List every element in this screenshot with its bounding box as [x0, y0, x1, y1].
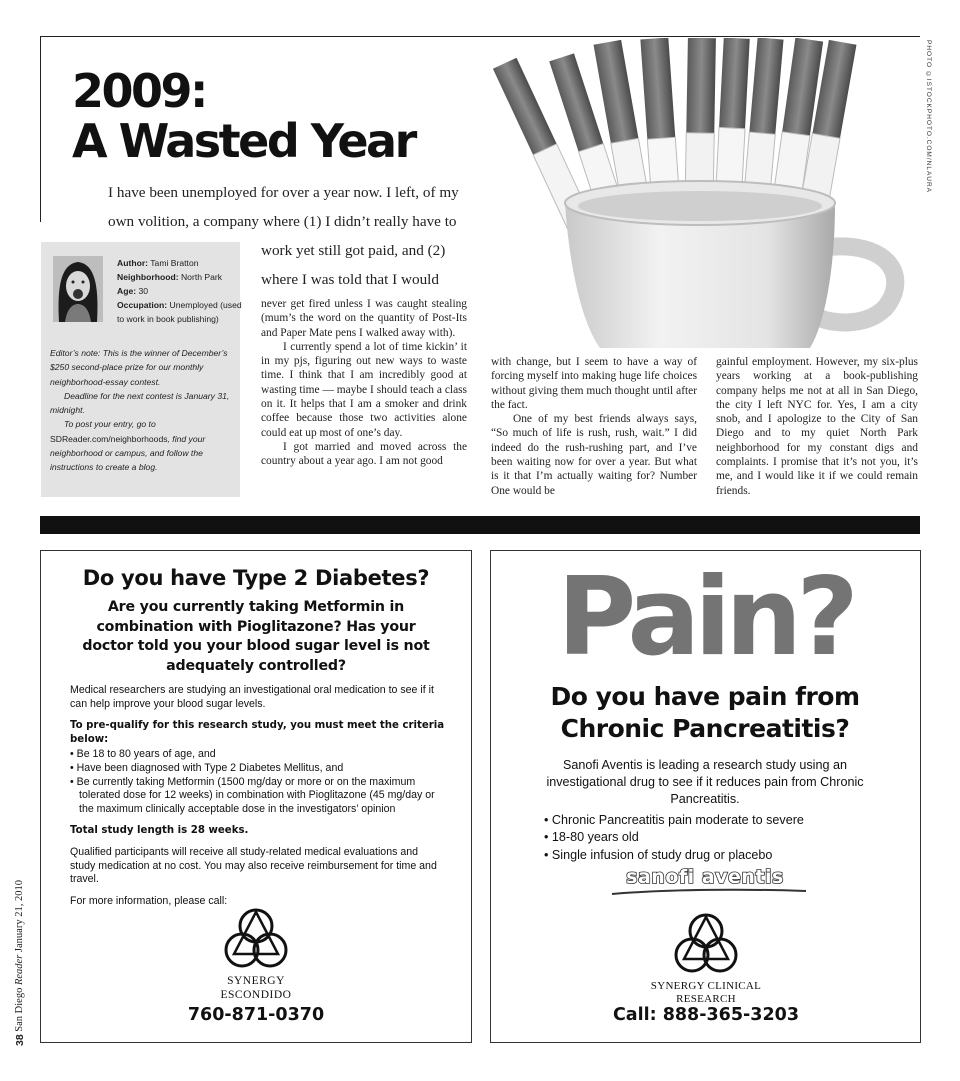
- study-length: Total study length is 28 weeks.: [70, 825, 249, 837]
- paragraph: I currently spend a lot of time kickin’ it in my pjs, figuring out new ways to waste time. I think that I am incredibly good at wasting time — maybe I should teach a class on it. It helps that I am a smoker and drink coffee because those two activities alone could eat up most of one’s day.: [261, 340, 467, 439]
- author-meta: [117, 256, 242, 326]
- page-footer: 38 San Diego Reader January 21, 2010: [14, 880, 26, 1046]
- title-line-2: A Wasted Year: [72, 114, 415, 168]
- article-column-3: [716, 355, 918, 498]
- lead-line-3: work yet still got paid, and (2): [261, 242, 446, 259]
- author-row: Author: Tami Bratton: [117, 258, 199, 268]
- list-item: • Chronic Pancreatitis pain moderate to severe: [544, 813, 804, 827]
- criteria-heading: To pre-qualify for this research study, you must meet the criteria below:: [70, 720, 445, 745]
- pancreatitis-body: Sanofi Aventis is leading a research study using an investigational drug to see if it reduces pain from Chronic Pancreatitis.: [546, 758, 864, 806]
- diabetes-headline: Do you have Type 2 Diabetes?: [82, 566, 430, 590]
- synergy-rings-logo: [672, 911, 740, 977]
- editor-note-text: Editor’s note: This is the winner of December’s $250 second-place prize for our monthly neighborhood-essay contest.: [50, 348, 228, 387]
- diabetes-subhead: Are you currently taking Metformin in combination with Pioglitazone? Has your doctor told you your blood sugar level is not adequately controlled?: [82, 599, 430, 674]
- occupation-row: Occupation: Unemployed (used to work in book publishing): [117, 300, 242, 324]
- pancreatitis-bullets: [544, 812, 874, 864]
- post-instructions: To post your entry, go to SDReader.com/neighborhoods, find your neighborhood or campus, and follow the instructions to create a blog.: [50, 419, 206, 473]
- list-item: • Single infusion of study drug or placebo: [544, 847, 773, 862]
- photo-credit: PHOTO ©ISTOCKPHOTO.COM/NLAURA: [925, 40, 932, 194]
- issue-date: January 21, 2010: [14, 880, 25, 955]
- synergy-clinical-label: SYNERGY CLINICAL RESEARCH: [650, 980, 762, 1005]
- paragraph: gainful employment. However, my six-plus years working at a book-publishing company helps me not at all in San Diego, the city I left NYC for. Yes, I am a city snob, and I apologize to the City of San Diego and to my quiet North Park neighborhood for my constant digs and complaints. I promise that it’s not you, it’s me, and I would like it if we could remain friends.: [716, 356, 918, 497]
- article-lead-continued: [261, 236, 476, 294]
- list-item: • 18-80 years old: [544, 830, 639, 845]
- more-info: For more information, please call:: [70, 894, 228, 907]
- paragraph: I got married and moved across the country about a year ago. I am not good: [261, 440, 467, 468]
- lead-line-1: I have been unemployed for over a year now. I left, of my: [108, 184, 459, 201]
- contest-deadline: Deadline for the next contest is January 31, midnight.: [50, 390, 230, 416]
- pancreatitis-headline: Do you have pain from Chronic Pancreatitis?: [550, 682, 860, 743]
- paragraph: never get fired unless I was caught stealing (mum’s the word on the quantity of Post-Its and Paper Mate pens I walked away with).: [261, 298, 467, 339]
- left-rule: [40, 36, 41, 222]
- qualified-participants: Qualified participants will receive all study-related medical evaluations and study medication at no cost. You may also receive reimbursement for time and travel.: [70, 845, 437, 886]
- list-item: • Be currently taking Metformin (1500 mg/day or more or on the maximum tolerated dose for 12 weeks) in combination with Pioglitazone (45 mg/day or the maximum clinically acceptable dose in the investigators’ opinion: [70, 775, 435, 815]
- sanofi-swoosh-icon: [610, 888, 808, 896]
- cigarettes-in-mug-photo: [490, 38, 910, 348]
- list-item: • Be 18 to 80 years of age, and: [70, 748, 216, 761]
- paragraph: with change, but I seem to have a way of forcing myself into making huge life choices without giving them much thought until after the fact.: [491, 356, 697, 411]
- diabetes-body: [70, 684, 446, 916]
- age-row: Age: 30: [117, 286, 149, 296]
- pancreatitis-phone[interactable]: Call: 888-365-3203: [612, 1005, 800, 1025]
- page-number: 38: [14, 1034, 26, 1046]
- diabetes-intro: Medical researchers are studying an investigational oral medication to see if it can help improve your blood sugar levels.: [70, 684, 434, 710]
- post-url-link[interactable]: SDReader.com/neighborhoods: [50, 433, 168, 444]
- neighborhood-row: Neighborhood: North Park: [117, 272, 223, 282]
- criteria-list: [70, 748, 446, 816]
- article-title: [72, 66, 415, 166]
- title-line-1: 2009:: [72, 64, 206, 118]
- pain-big-word: Pain?: [557, 555, 853, 680]
- article-lead: [108, 178, 488, 236]
- lead-line-2: own volition, a company where (1) I didn’t really have to: [108, 213, 457, 230]
- article-column-1: [261, 297, 467, 469]
- article-column-2: [491, 355, 697, 498]
- synergy-escondido-label: SYNERGY ESCONDIDO: [220, 975, 292, 1001]
- author-avatar: [53, 256, 103, 322]
- paragraph: One of my best friends always says, “So much of life is rush, rush, wait.” I did indeed do the rush-rushing part, and I’ve been waiting now for over a year. But what is it that I’m actually waiting for? Number One would be: [491, 413, 697, 497]
- list-item: • Have been diagnosed with Type 2 Diabetes Mellitus, and: [70, 761, 344, 774]
- editor-note: [50, 346, 238, 475]
- top-rule: [40, 36, 920, 37]
- section-divider-band: [40, 516, 920, 534]
- sanofi-aventis-logo: sanofi aventis: [626, 866, 784, 888]
- diabetes-phone[interactable]: 760-871-0370: [187, 1005, 325, 1025]
- lead-line-4: where I was told that I would: [261, 271, 439, 288]
- synergy-rings-logo: [222, 906, 290, 972]
